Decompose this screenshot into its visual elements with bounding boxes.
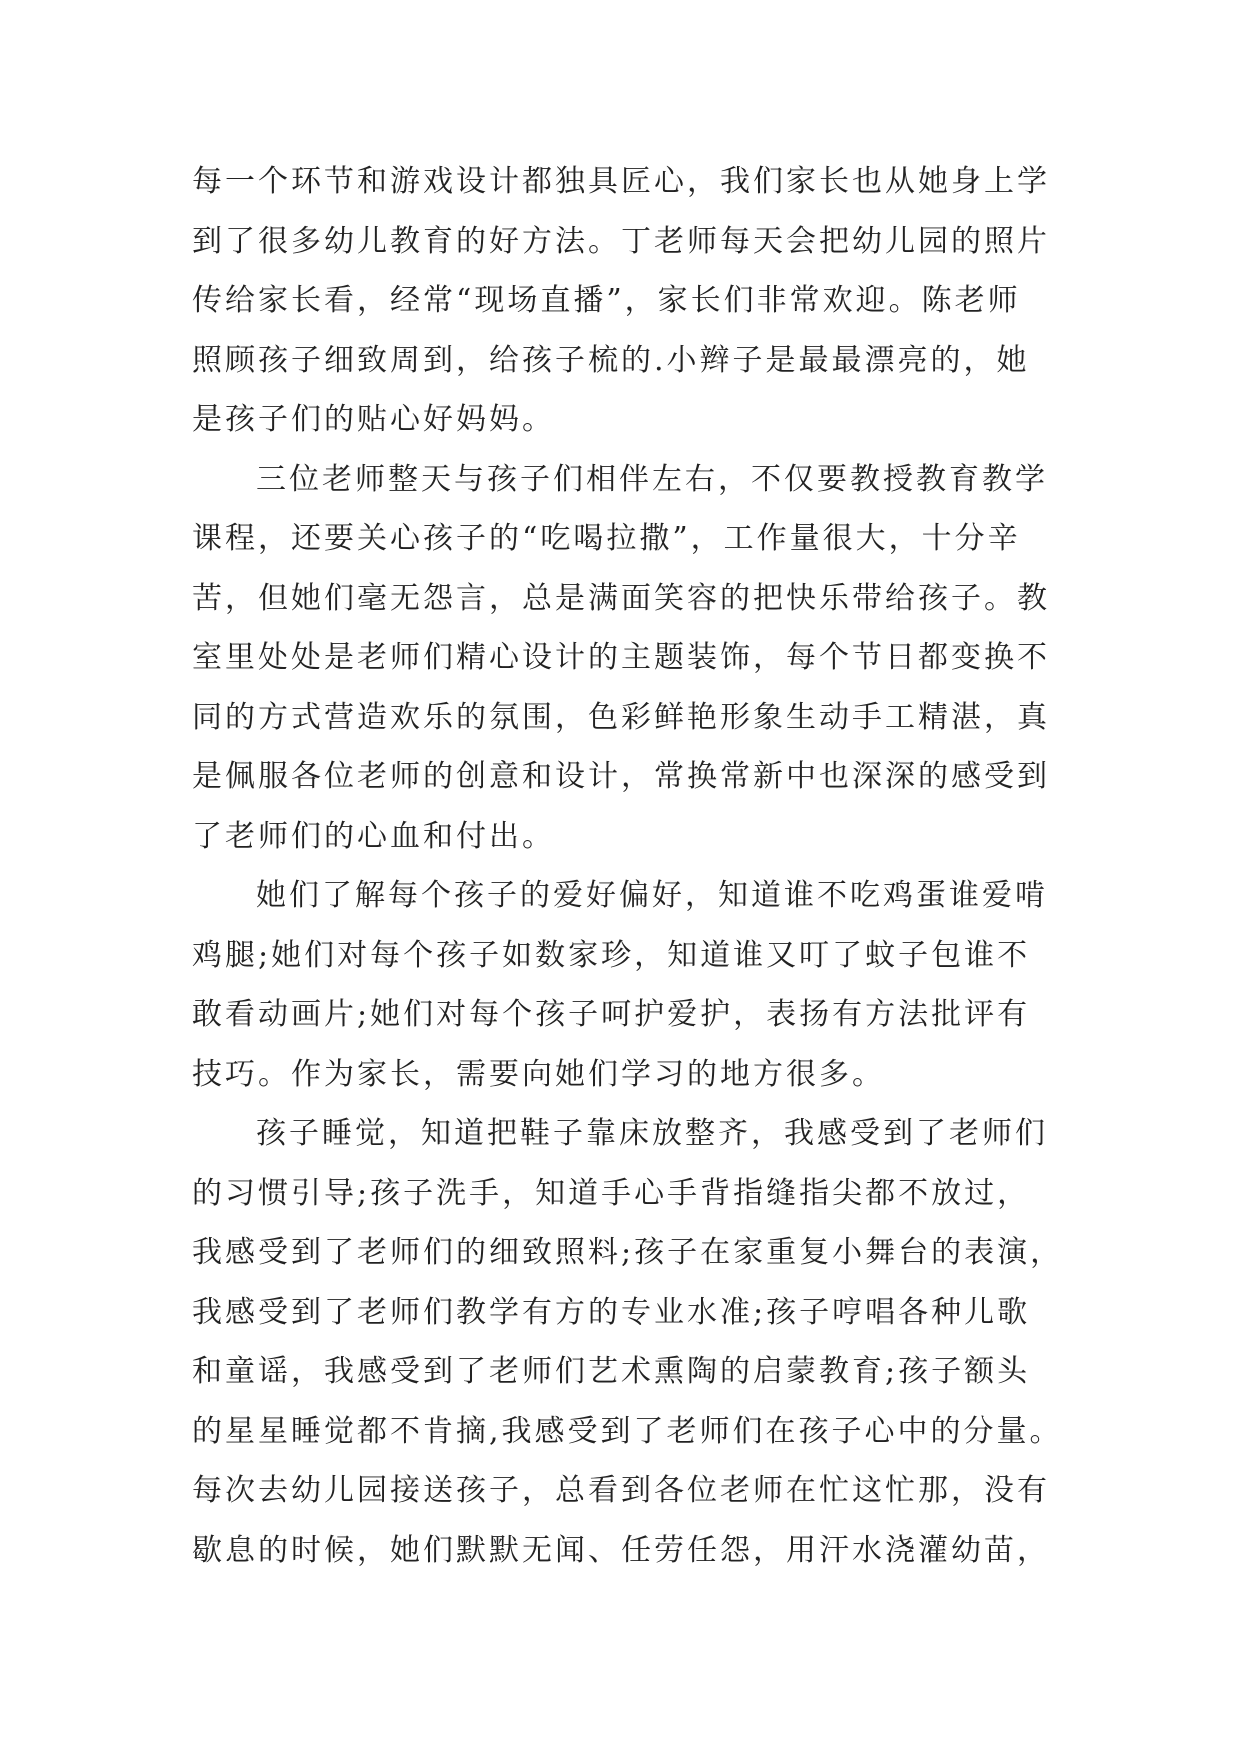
text-line: 敢看动画片;她们对每个孩子呵护爱护，表扬有方法批评有 (192, 997, 1031, 1032)
text-line: 照顾孩子细致周到，给孩子梳的.小辫子是最最漂亮的，她 (192, 342, 1030, 378)
text-line: 鸡腿;她们对每个孩子如数家珍，知道谁又叮了蚊子包谁不 (192, 937, 1031, 973)
body-text (192, 160, 1064, 1588)
text-line: 传给家长看，经常“现场直播”，家长们非常欢迎。陈老师 (192, 283, 1021, 318)
text-line: 和童谣，我感受到了老师们艺术熏陶的启蒙教育;孩子额头 (192, 1354, 1031, 1389)
text-line: 是佩服各位老师的创意和设计，常换常新中也深深的感受到 (192, 759, 1050, 794)
text-line: 是孩子们的贴心好妈妈。 (192, 402, 555, 437)
text-line: 每次去幼儿园接送孩子，总看到各位老师在忙这忙那，没有 (192, 1473, 1050, 1508)
text-line: 的星星睡觉都不肯摘,我感受到了老师们在孩子心中的分量。 (192, 1413, 1063, 1449)
text-line: 室里处处是老师们精心设计的主题装饰，每个节日都变换不 (192, 640, 1050, 675)
paragraph-first-line: 她们了解每个孩子的爱好偏好，知道谁不吃鸡蛋谁爱啃 (256, 878, 1048, 913)
text-line: 的习惯引导;孩子洗手，知道手心手背指缝指尖都不放过， (192, 1175, 1031, 1211)
text-line: 到了很多幼儿教育的好方法。丁老师每天会把幼儿园的照片 (192, 223, 1050, 259)
text-line: 我感受到了老师们的细致照料;孩子在家重复小舞台的表演， (192, 1235, 1064, 1270)
text-line: 了老师们的心血和付出。 (192, 818, 555, 854)
text-line: 课程，还要关心孩子的“吃喝拉撒”，工作量很大，十分辛 (192, 521, 1021, 556)
text-line: 我感受到了老师们教学有方的专业水准;孩子哼唱各种儿歌 (192, 1294, 1031, 1330)
text-line: 歇息的时候，她们默默无闻、任劳任怨，用汗水浇灌幼苗， (192, 1532, 1050, 1568)
text-line: 每一个环节和游戏设计都独具匠心，我们家长也从她身上学 (192, 164, 1050, 199)
text-line: 技巧。作为家长，需要向她们学习的地方很多。 (192, 1056, 885, 1092)
text-line: 同的方式营造欢乐的氛围，色彩鲜艳形象生动手工精湛，真 (192, 699, 1050, 735)
text-line: 苦，但她们毫无怨言，总是满面笑容的把快乐带给孩子。教 (192, 580, 1050, 616)
paragraph-first-line: 孩子睡觉，知道把鞋子靠床放整齐，我感受到了老师们 (256, 1116, 1048, 1151)
paragraph-first-line: 三位老师整天与孩子们相伴左右，不仅要教授教育教学 (256, 461, 1048, 497)
